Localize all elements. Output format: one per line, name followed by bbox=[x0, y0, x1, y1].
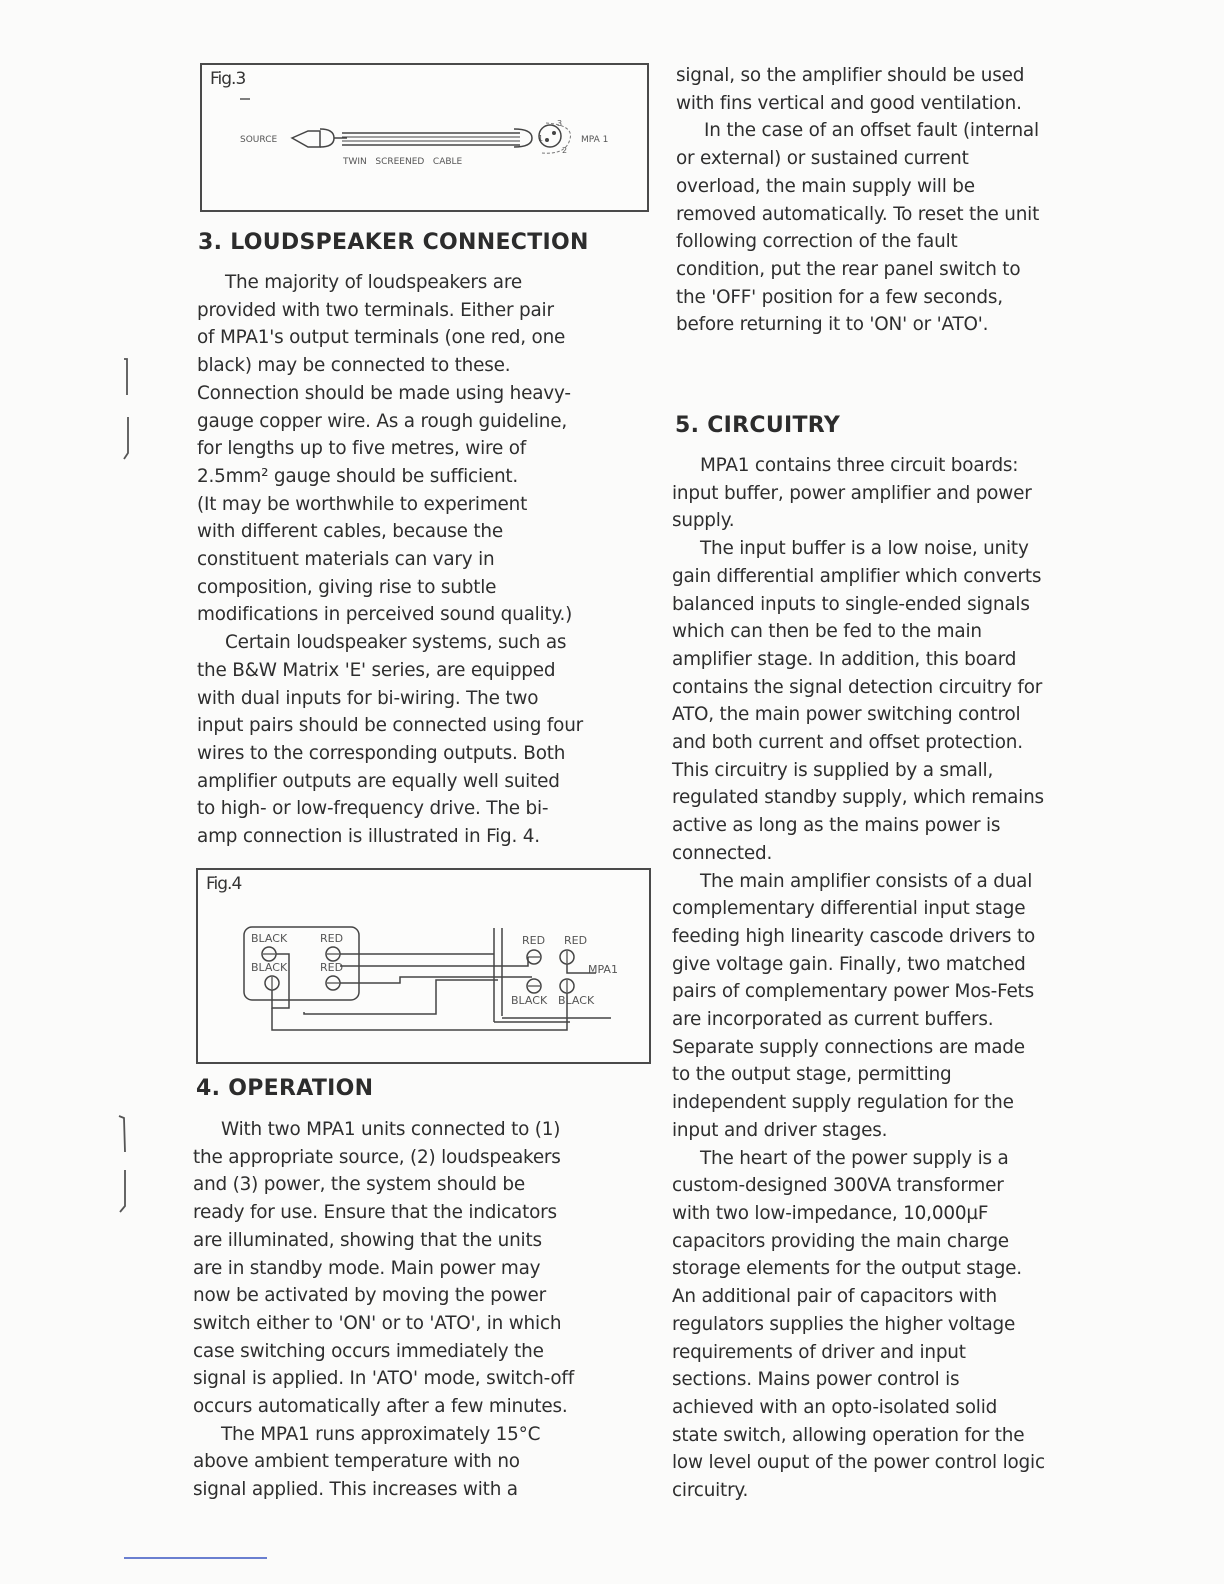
bi-amp-connection-diagram bbox=[198, 870, 653, 1066]
amp-red-label-1: RED bbox=[522, 934, 546, 947]
footer-rule bbox=[124, 1557, 267, 1559]
section-4-paragraph-2: The MPA1 runs approximately 15°C above ambient temperature with no signal applied. This increases with a bbox=[193, 1423, 541, 1501]
section-5-paragraph-1: MPA1 contains three circuit boards: input buffer, power amplifier and power supply. bbox=[672, 455, 1032, 532]
section-4-title: 4. OPERATION bbox=[196, 1076, 374, 1101]
twin-screened-cable-diagram bbox=[202, 65, 651, 214]
source-label: SOURCE bbox=[240, 135, 278, 145]
figure-4-label: Fig.4 bbox=[206, 874, 242, 894]
mpa1-label: MPA 1 bbox=[581, 135, 609, 145]
section-5-paragraph-2: The input buffer is a low noise, unity gain differential amplifier which converts balanced inputs to single-ended signals which can then be fed to the main amplifier stage. In addition, this board contains the signal detection circuitry for ATO, the main power switching control and both current and offset protection. This circuitry is supplied by a small, regulated standby supply, which remains active as long as the mains power is connected. bbox=[672, 538, 1044, 864]
pin-1-label: 1 bbox=[538, 134, 544, 143]
source-plug-icon bbox=[292, 131, 320, 147]
section-5-body bbox=[672, 452, 1100, 1505]
mpa1-label: MPA1 bbox=[588, 963, 618, 976]
margin-bracket-mark bbox=[118, 355, 134, 465]
section-4-paragraph-4: In the case of an offset fault (internal or external) or sustained current overload, the main supply will be removed automatically. To reset the unit following correction of the fault condition, put the rear panel switch to the 'OFF' position for a few seconds, before returning it to 'ON' or 'ATO'. bbox=[676, 120, 1040, 336]
speaker-red-label-1: RED bbox=[320, 932, 344, 945]
cable-label: TWIN SCREENED CABLE bbox=[343, 157, 463, 167]
section-4-paragraph-1: With two MPA1 units connected to (1) the appropriate source, (2) loudspeakers and (3) power, the system should be ready for use. Ensure that the indicators are illuminated, showing that the units are in standby mode. Main power may now be activated by moving the power switch either to 'ON' or to 'ATO', in which case switching occurs immediately the signal is applied. In 'ATO' mode, switch-off occurs automatically after a few minutes. bbox=[193, 1119, 574, 1418]
pin-3-label: 3 bbox=[557, 119, 563, 128]
section-4-paragraph-3: signal, so the amplifier should be used with fins vertical and good ventilation. bbox=[676, 65, 1025, 114]
section-4-body bbox=[193, 1116, 658, 1504]
amp-black-label-2: BLACK bbox=[558, 994, 595, 1007]
speaker-black-label-2: BLACK bbox=[251, 961, 288, 974]
amp-red-label-2: RED bbox=[564, 934, 588, 947]
figure-3 bbox=[200, 63, 649, 212]
section-3-paragraph-1: The majority of loudspeakers are provided with two terminals. Either pair of MPA1's output terminals (one red, one black) may be connected to these. Connection should be made using heavy- gauge copper wire. As a rough guideline, for lengths up to five metres, wire of 2.5mm² gauge should be sufficient. (It may be worthwhile to experiment with different cables, because the constituent materials can vary in composition, giving rise to subtle modifications in perceived sound quality.) bbox=[197, 272, 573, 626]
margin-bracket-mark bbox=[115, 1112, 131, 1217]
amp-black-label-1: BLACK bbox=[511, 994, 548, 1007]
section-3-title: 3. LOUDSPEAKER CONNECTION bbox=[198, 230, 589, 255]
speaker-black-label-1: BLACK bbox=[251, 932, 288, 945]
pin-2-label: 2 bbox=[562, 146, 568, 155]
section-3-body bbox=[197, 269, 657, 851]
section-5-paragraph-4: The heart of the power supply is a custom-designed 300VA transformer with two low-impedance, 10,000µF capacitors providing the main charge storage elements for the output stage. An additional pair of capacitors with regulators supplies the higher voltage requirements of driver and input sections. Mains power control is achieved with an opto-isolated solid state switch, allowing operation for the low level ouput of the power control logic circuitry. bbox=[672, 1147, 1045, 1502]
figure-4 bbox=[196, 868, 651, 1064]
figure-3-label: Fig.3 bbox=[210, 69, 246, 89]
section-3-paragraph-2: Certain loudspeaker systems, such as the B&W Matrix 'E' series, are equipped with dual inputs for bi-wiring. The two input pairs should be connected using four wires to the corresponding outputs. Both amplifier outputs are equally well suited to high- or low-frequency drive. The bi- amp connection is illustrated in Fig. 4. bbox=[197, 632, 584, 848]
speaker-red-label-2: RED bbox=[320, 961, 344, 974]
section-5-paragraph-3: The main amplifier consists of a dual complementary differential input stage feeding high linearity cascode drivers to give voltage gain. Finally, two matched pairs of complementary power Mos-Fets are incorporated as current buffers. Separate supply connections are made to the output stage, permitting independent supply regulation for the input and driver stages. bbox=[672, 870, 1036, 1141]
section-5-title: 5. CIRCUITRY bbox=[675, 413, 841, 438]
section-4-continued bbox=[676, 62, 1101, 339]
